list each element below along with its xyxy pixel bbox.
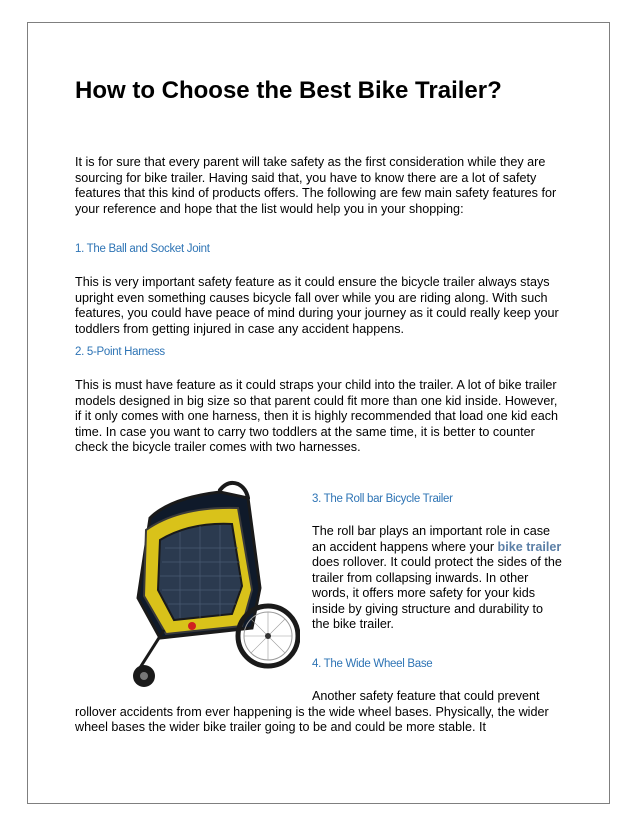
page-title: How to Choose the Best Bike Trailer? <box>75 77 502 104</box>
section-2-heading: 2. 5-Point Harness <box>75 346 165 358</box>
section-3-body <box>312 524 562 633</box>
section-1-heading: 1. The Ball and Socket Joint <box>75 243 210 255</box>
section-4-heading: 4. The Wide Wheel Base <box>312 658 433 670</box>
section-3-body-end: does rollover. It could protect the sides of the trailer from collapsing inwards. In other words, it offers more safety for your kids inside by giving structure and durability to the bike trailer. <box>312 555 562 631</box>
intro-paragraph: It is for sure that every parent will take safety as the first consideration while they are sourcing for bike trailer. Having said that, you have to know there are a lot of safety features that this kind of products offers. The following are few main safety features for your reference and hope that the list would help you in your shopping: <box>75 155 557 216</box>
section-3-body-start: The roll bar plays an important role in case an accident happens where your <box>312 524 550 554</box>
section-4-body: Another safety feature that could prevent rollover accidents from ever happening is the wide wheel bases. Physically, the wider wheel bases the wider bike trailer going to be and could be more stable. It <box>75 689 549 734</box>
section-3-heading: 3. The Roll bar Bicycle Trailer <box>312 493 453 505</box>
bike-trailer-link[interactable]: bike trailer <box>497 539 562 554</box>
section-2-body: This is must have feature as it could straps your child into the trailer. A lot of bike trailer models designed in big size so that parent could fit more than one kid inside. However, if it only comes with one harness, then it is highly recommended that load one kid each time. In case you want to carry two toddlers at the same time, it is better to counter check the bicycle trailer comes with two harnesses. <box>75 378 559 454</box>
section-1-body: This is very important safety feature as it could ensure the bicycle trailer always stays upright even something causes bicycle fall over while you are riding along. With such features, you could have peace of mind during your journey as it could really keep your toddlers from getting injured in case any accident happens. <box>75 275 559 336</box>
bike-trailer-image <box>120 478 300 700</box>
